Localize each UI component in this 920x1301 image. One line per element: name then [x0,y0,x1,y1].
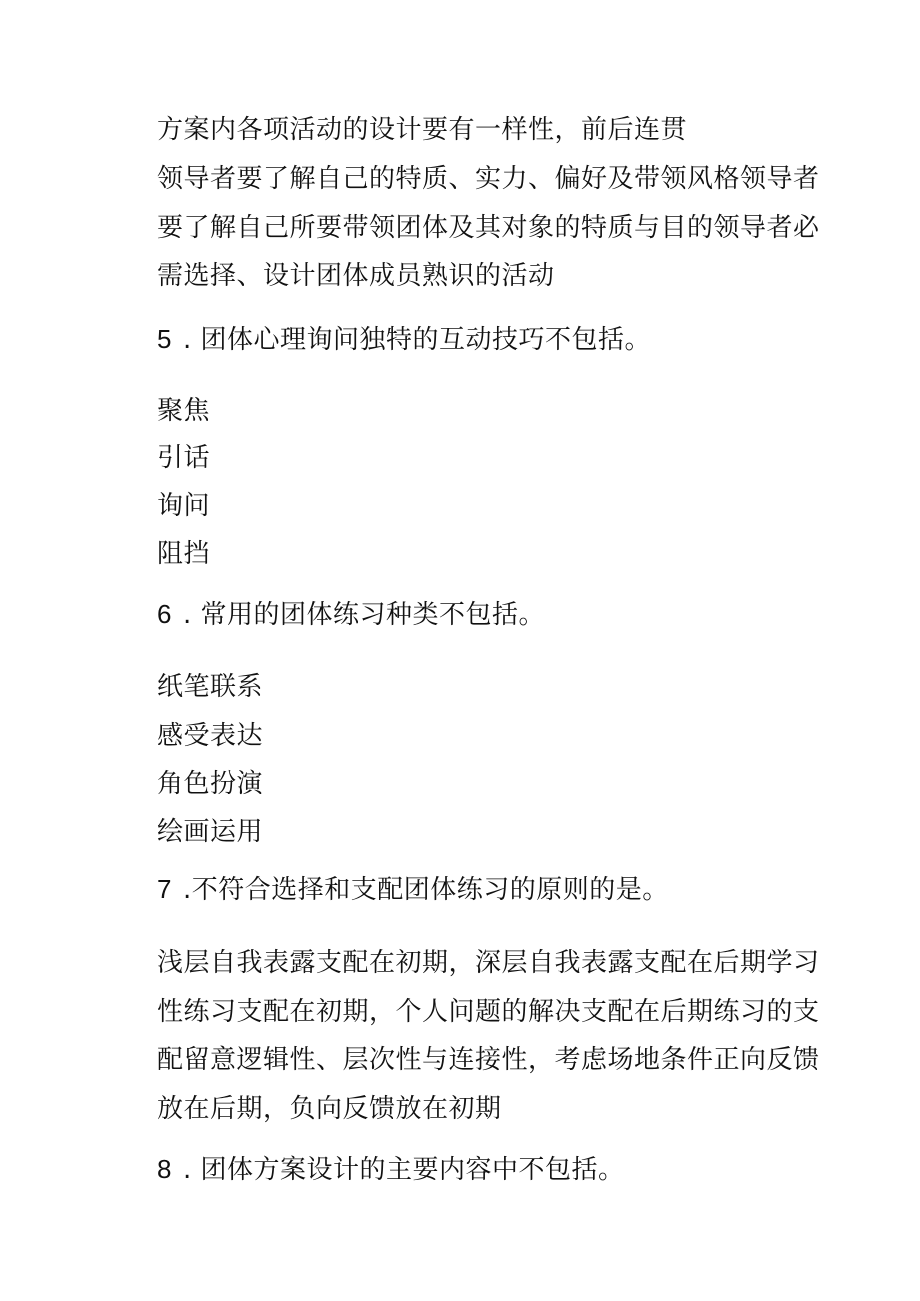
option-item: 阻挡 [157,539,211,569]
question-number: 6 [157,599,172,629]
answer-line: 方案内各项活动的设计要有一样性，前后连贯 [157,115,688,145]
question-text: . 常用的团体练习种类不包括。 [183,600,546,630]
option-item: 引话 [157,443,211,473]
option-item: 询问 [157,491,211,521]
answer-line: 领导者要了解自己的特质、实力、偏好及带领风格领导者 [157,164,820,194]
option-item: 聚焦 [157,396,211,426]
question-text: . 团体方案设计的主要内容中不包括。 [183,1155,625,1185]
question-number: 5 [157,324,172,354]
question-6 [157,597,797,632]
answer-line: 浅层自我表露支配在初期，深层自我表露支配在后期学习 [157,948,820,978]
answer-line: 要了解自己所要带领团体及其对象的特质与目的领导者必 [157,213,820,243]
question-text: .不符合选择和支配团体练习的原则的是。 [183,875,669,905]
question-number: 7 [157,874,172,904]
option-item: 纸笔联系 [157,672,264,702]
question-7 [157,872,797,907]
question-text: . 团体心理询问独特的互动技巧不包括。 [183,325,652,355]
option-item: 角色扮演 [157,769,264,799]
answer-line: 配留意逻辑性、层次性与连接性，考虑场地条件正向反馈 [157,1045,820,1075]
answer-line: 放在后期，负向反馈放在初期 [157,1094,502,1124]
question-5 [157,322,797,357]
option-item: 绘画运用 [157,817,264,847]
answer-line: 需选择、设计团体成员熟识的活动 [157,261,555,291]
question-number: 8 [157,1154,172,1184]
answer-line: 性练习支配在初期，个人问题的解决支配在后期练习的支 [157,997,820,1027]
option-item: 感受表达 [157,721,264,751]
question-8 [157,1152,797,1187]
